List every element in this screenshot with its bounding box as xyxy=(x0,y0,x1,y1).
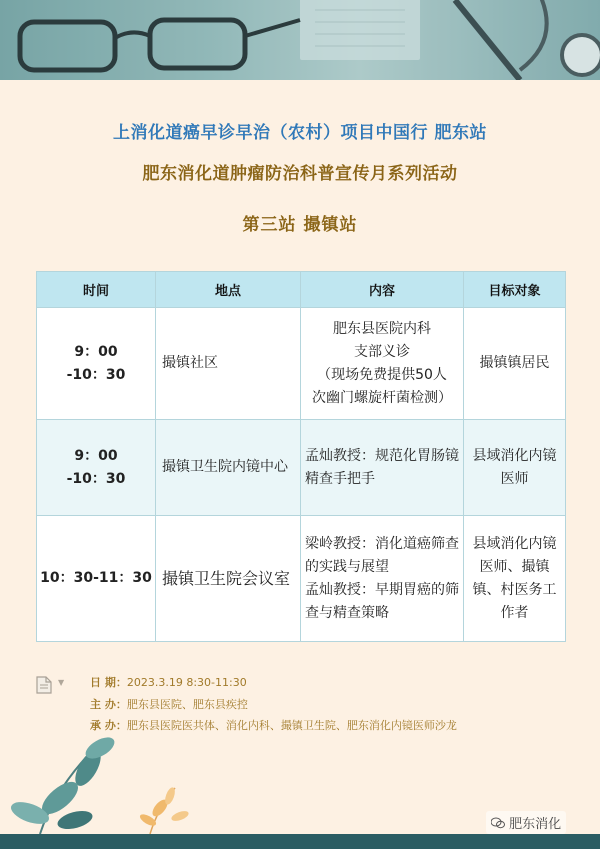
content-talk-2: 孟灿教授：早期胃癌的筛查与精查策略 xyxy=(305,581,459,621)
top-banner xyxy=(0,0,600,80)
target-cell: 撮镇镇居民 xyxy=(464,308,566,420)
header-location: 地点 xyxy=(156,272,301,308)
time-start: 9：00 xyxy=(74,447,118,464)
watermark-text: 肥东消化 xyxy=(509,817,562,832)
time-end: -10：30 xyxy=(66,366,126,383)
table-row xyxy=(37,420,566,516)
host-label: 主 办： xyxy=(90,698,127,711)
wechat-icon xyxy=(491,817,505,829)
header-time: 时间 xyxy=(37,272,156,308)
host-row xyxy=(90,696,248,712)
date-row xyxy=(90,674,247,690)
glasses-notebook-illustration xyxy=(0,0,600,80)
schedule-table xyxy=(36,271,566,642)
content-line: （现场免费提供50人 xyxy=(317,366,447,383)
activity-title: 肥东消化道肿瘤防治科普宣传月系列活动 xyxy=(142,164,458,184)
host-value: 肥东县医院、肥东县疾控 xyxy=(126,698,248,711)
document-icon[interactable] xyxy=(36,676,52,694)
table-header-row xyxy=(37,272,566,308)
wechat-watermark xyxy=(486,811,566,834)
target-cell: 县域消化内镜医师 xyxy=(464,420,566,516)
organizer-value: 肥东县医院医共体、消化内科、撮镇卫生院、肥东消化内镜医师沙龙 xyxy=(126,719,457,732)
content-cell xyxy=(301,308,464,420)
time-end: -10：30 xyxy=(66,470,126,487)
project-title: 上消化道癌早诊早治（农村）项目中国行 肥东站 xyxy=(113,123,487,143)
date-value: 2023.3.19 8:30-11:30 xyxy=(126,676,247,689)
time-start: 9：00 xyxy=(74,343,118,360)
time-cell xyxy=(37,420,156,516)
table-row xyxy=(37,308,566,420)
time-range: 10：30-11：30 xyxy=(40,570,152,586)
location-cell: 撮镇卫生院内镜中心 xyxy=(156,420,301,516)
content-line: 支部义诊 xyxy=(354,343,410,360)
title-block xyxy=(0,118,600,235)
time-cell xyxy=(37,516,156,642)
time-cell xyxy=(37,308,156,420)
date-label: 日 期： xyxy=(90,676,127,689)
target-cell: 县域消化内镜医师、撮镇镇、村医务工作者 xyxy=(464,516,566,642)
content-cell xyxy=(301,516,464,642)
organizer-label: 承 办： xyxy=(90,719,127,732)
location-cell: 撮镇卫生院会议室 xyxy=(156,516,301,642)
content-cell: 孟灿教授：规范化胃肠镜精查手把手 xyxy=(301,420,464,516)
content-line: 肥东县医院内科 xyxy=(333,320,431,337)
content-talk-1: 梁岭教授：消化道癌筛查的实践与展望 xyxy=(305,535,459,575)
station-title: 第三站 撮镇站 xyxy=(242,215,358,235)
table-row xyxy=(37,516,566,642)
leaves-decoration xyxy=(0,728,220,834)
header-content: 内容 xyxy=(301,272,464,308)
content-line: 次幽门螺旋杆菌检测） xyxy=(312,389,452,406)
bottom-bar xyxy=(0,834,600,849)
dropdown-arrow-icon[interactable]: ▼ xyxy=(58,678,65,687)
header-target: 目标对象 xyxy=(464,272,566,308)
location-cell: 撮镇社区 xyxy=(156,308,301,420)
